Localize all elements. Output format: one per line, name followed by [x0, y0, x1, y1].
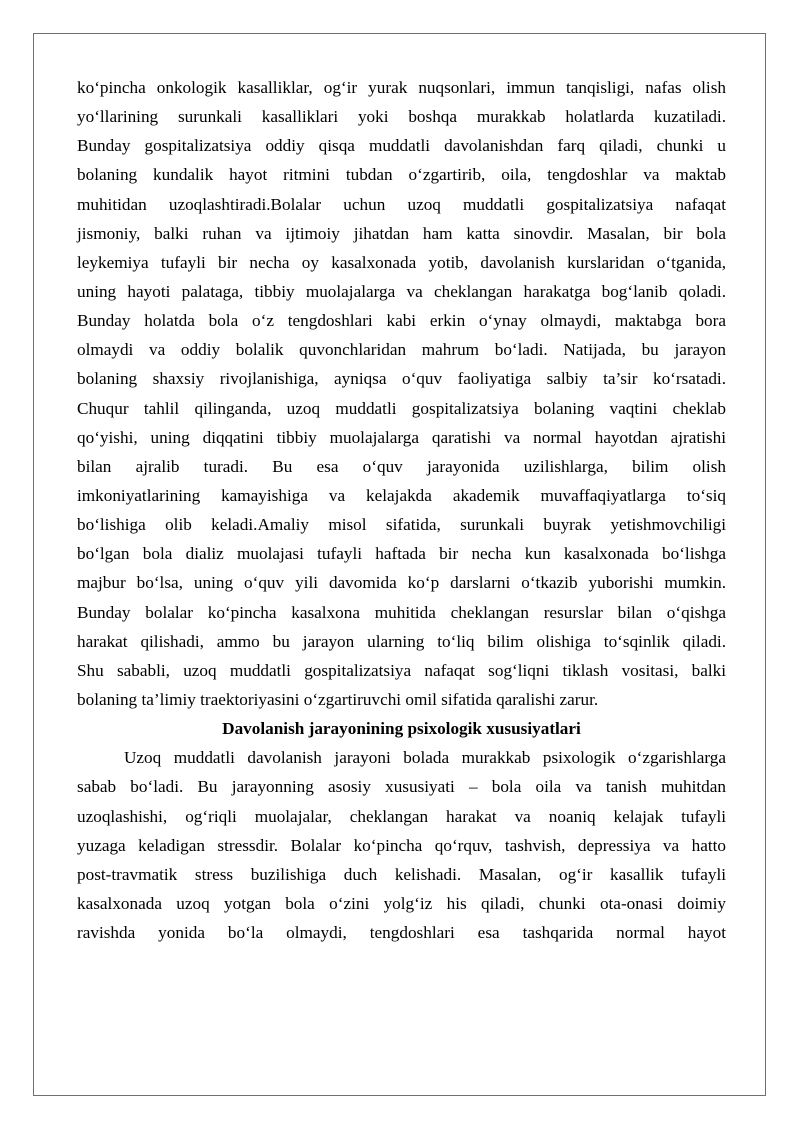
- paragraph-psychological-features-line: yuzaga keladigan stressdir. Bolalar ko‘pincha qo‘rquv, tashvish, depressiya va hatto: [77, 835, 726, 855]
- paragraph-hospitalization-line: olmaydi va oddiy bolalik quvonchlaridan mahrum bo‘ladi. Natijada, bu jarayon: [77, 340, 726, 360]
- paragraph-hospitalization-line: harakat qilishadi, ammo bu jarayon ularning to‘liq bilim olishiga to‘sqinlik qiladi.: [77, 631, 726, 651]
- paragraph-psychological-features-line: post-travmatik stress buzilishiga duch kelishadi. Masalan, og‘ir kasallik tufayli: [77, 864, 726, 884]
- paragraph-hospitalization-line: bolaning kundalik hayot ritmini tubdan o‘zgartirib, oila, tengdoshlar va maktab: [77, 165, 726, 185]
- paragraph-psychological-features-line: kasalxonada uzoq yotgan bola o‘zini yolg‘iz his qiladi, chunki ota-onasi doimiy: [77, 893, 726, 913]
- paragraph-psychological-features-line: sabab bo‘ladi. Bu jarayonning asosiy xususiyati – bola oila va tanish muhitdan: [77, 777, 726, 797]
- paragraph-hospitalization-line: bo‘lgan bola dializ muolajasi tufayli haftada bir necha kun kasalxonada bo‘lishga: [77, 544, 726, 564]
- paragraph-hospitalization-line: ko‘pincha onkologik kasalliklar, og‘ir yurak nuqsonlari, immun tanqisligi, nafas olish: [77, 78, 726, 97]
- section-heading: Davolanish jarayonining psixologik xususiyatlari: [222, 719, 581, 739]
- paragraph-hospitalization-line: leykemiya tufayli bir necha oy kasalxonada yotib, davolanish kurslaridan o‘tganida,: [77, 252, 726, 272]
- document-body: [77, 73, 726, 947]
- paragraph-hospitalization-line: bolaning ta’limiy traektoriyasini o‘zgartiruvchi omil sifatida qaralishi zarur.: [77, 689, 599, 709]
- paragraph-psychological-features-line: ravishda yonida bo‘la olmaydi, tengdoshlari esa tashqarida normal hayot: [77, 923, 726, 943]
- paragraph-hospitalization-line: imkoniyatlarining kamayishiga va kelajakda akademik muvaffaqiyatlarga to‘siq: [77, 485, 726, 505]
- paragraph-hospitalization-line: Bunday gospitalizatsiya oddiy qisqa muddatli davolanishdan farq qiladi, chunki u: [77, 136, 726, 156]
- paragraph-hospitalization-line: jismoniy, balki ruhan va ijtimoiy jihatdan ham katta sinovdir. Masalan, bir bola: [77, 223, 726, 243]
- paragraph-hospitalization-line: Bunday bolalar ko‘pincha kasalxona muhitida cheklangan resurslar bilan o‘qishga: [77, 602, 726, 622]
- paragraph-hospitalization: [77, 73, 726, 714]
- paragraph-hospitalization-line: muhitidan uzoqlashtiradi.Bolalar uchun uzoq muddatli gospitalizatsiya nafaqat: [77, 194, 726, 214]
- paragraph-hospitalization-line: bolaning shaxsiy rivojlanishiga, ayniqsa o‘quv faoliyatiga salbiy ta’sir ko‘rsatadi.: [77, 369, 726, 389]
- paragraph-psychological-features-line: uzoqlashishi, og‘riqli muolajalar, cheklangan harakat va noaniq kelajak tufayli: [77, 806, 726, 826]
- paragraph-hospitalization-line: yo‘llarining surunkali kasalliklari yoki boshqa murakkab holatlarda kuzatiladi.: [77, 107, 726, 127]
- paragraph-hospitalization-line: Bunday holatda bola o‘z tengdoshlari kabi erkin o‘ynay olmaydi, maktabga bora: [77, 311, 726, 331]
- paragraph-hospitalization-line: bo‘lishiga olib keladi.Amaliy misol sifatida, surunkali buyrak yetishmovchiligi: [77, 515, 726, 535]
- paragraph-hospitalization-line: uning hayoti palataga, tibbiy muolajalarga va cheklangan harakatga bog‘lanib qoladi.: [77, 281, 726, 301]
- paragraph-hospitalization-line: qo‘yishi, uning diqqatini tibbiy muolajalarga qaratishi va normal hayotdan ajratishi: [77, 427, 726, 447]
- paragraph-psychological-features: [77, 743, 726, 947]
- paragraph-psychological-features-line: Uzoq muddatli davolanish jarayoni bolada murakkab psixologik o‘zgarishlarga: [124, 748, 726, 768]
- paragraph-hospitalization-line: majbur bo‘lsa, uning o‘quv yili davomida ko‘p darslarni o‘tkazib yuborishi mumkin.: [77, 573, 726, 593]
- paragraph-hospitalization-line: Shu sababli, uzoq muddatli gospitalizatsiya nafaqat sog‘liqni tiklash vositasi, balki: [77, 660, 726, 680]
- paragraph-hospitalization-line: Chuqur tahlil qilinganda, uzoq muddatli gospitalizatsiya bolaning vaqtini cheklab: [77, 398, 726, 418]
- paragraph-hospitalization-line: bilan ajralib turadi. Bu esa o‘quv jarayonida uzilishlarga, bilim olish: [77, 456, 726, 476]
